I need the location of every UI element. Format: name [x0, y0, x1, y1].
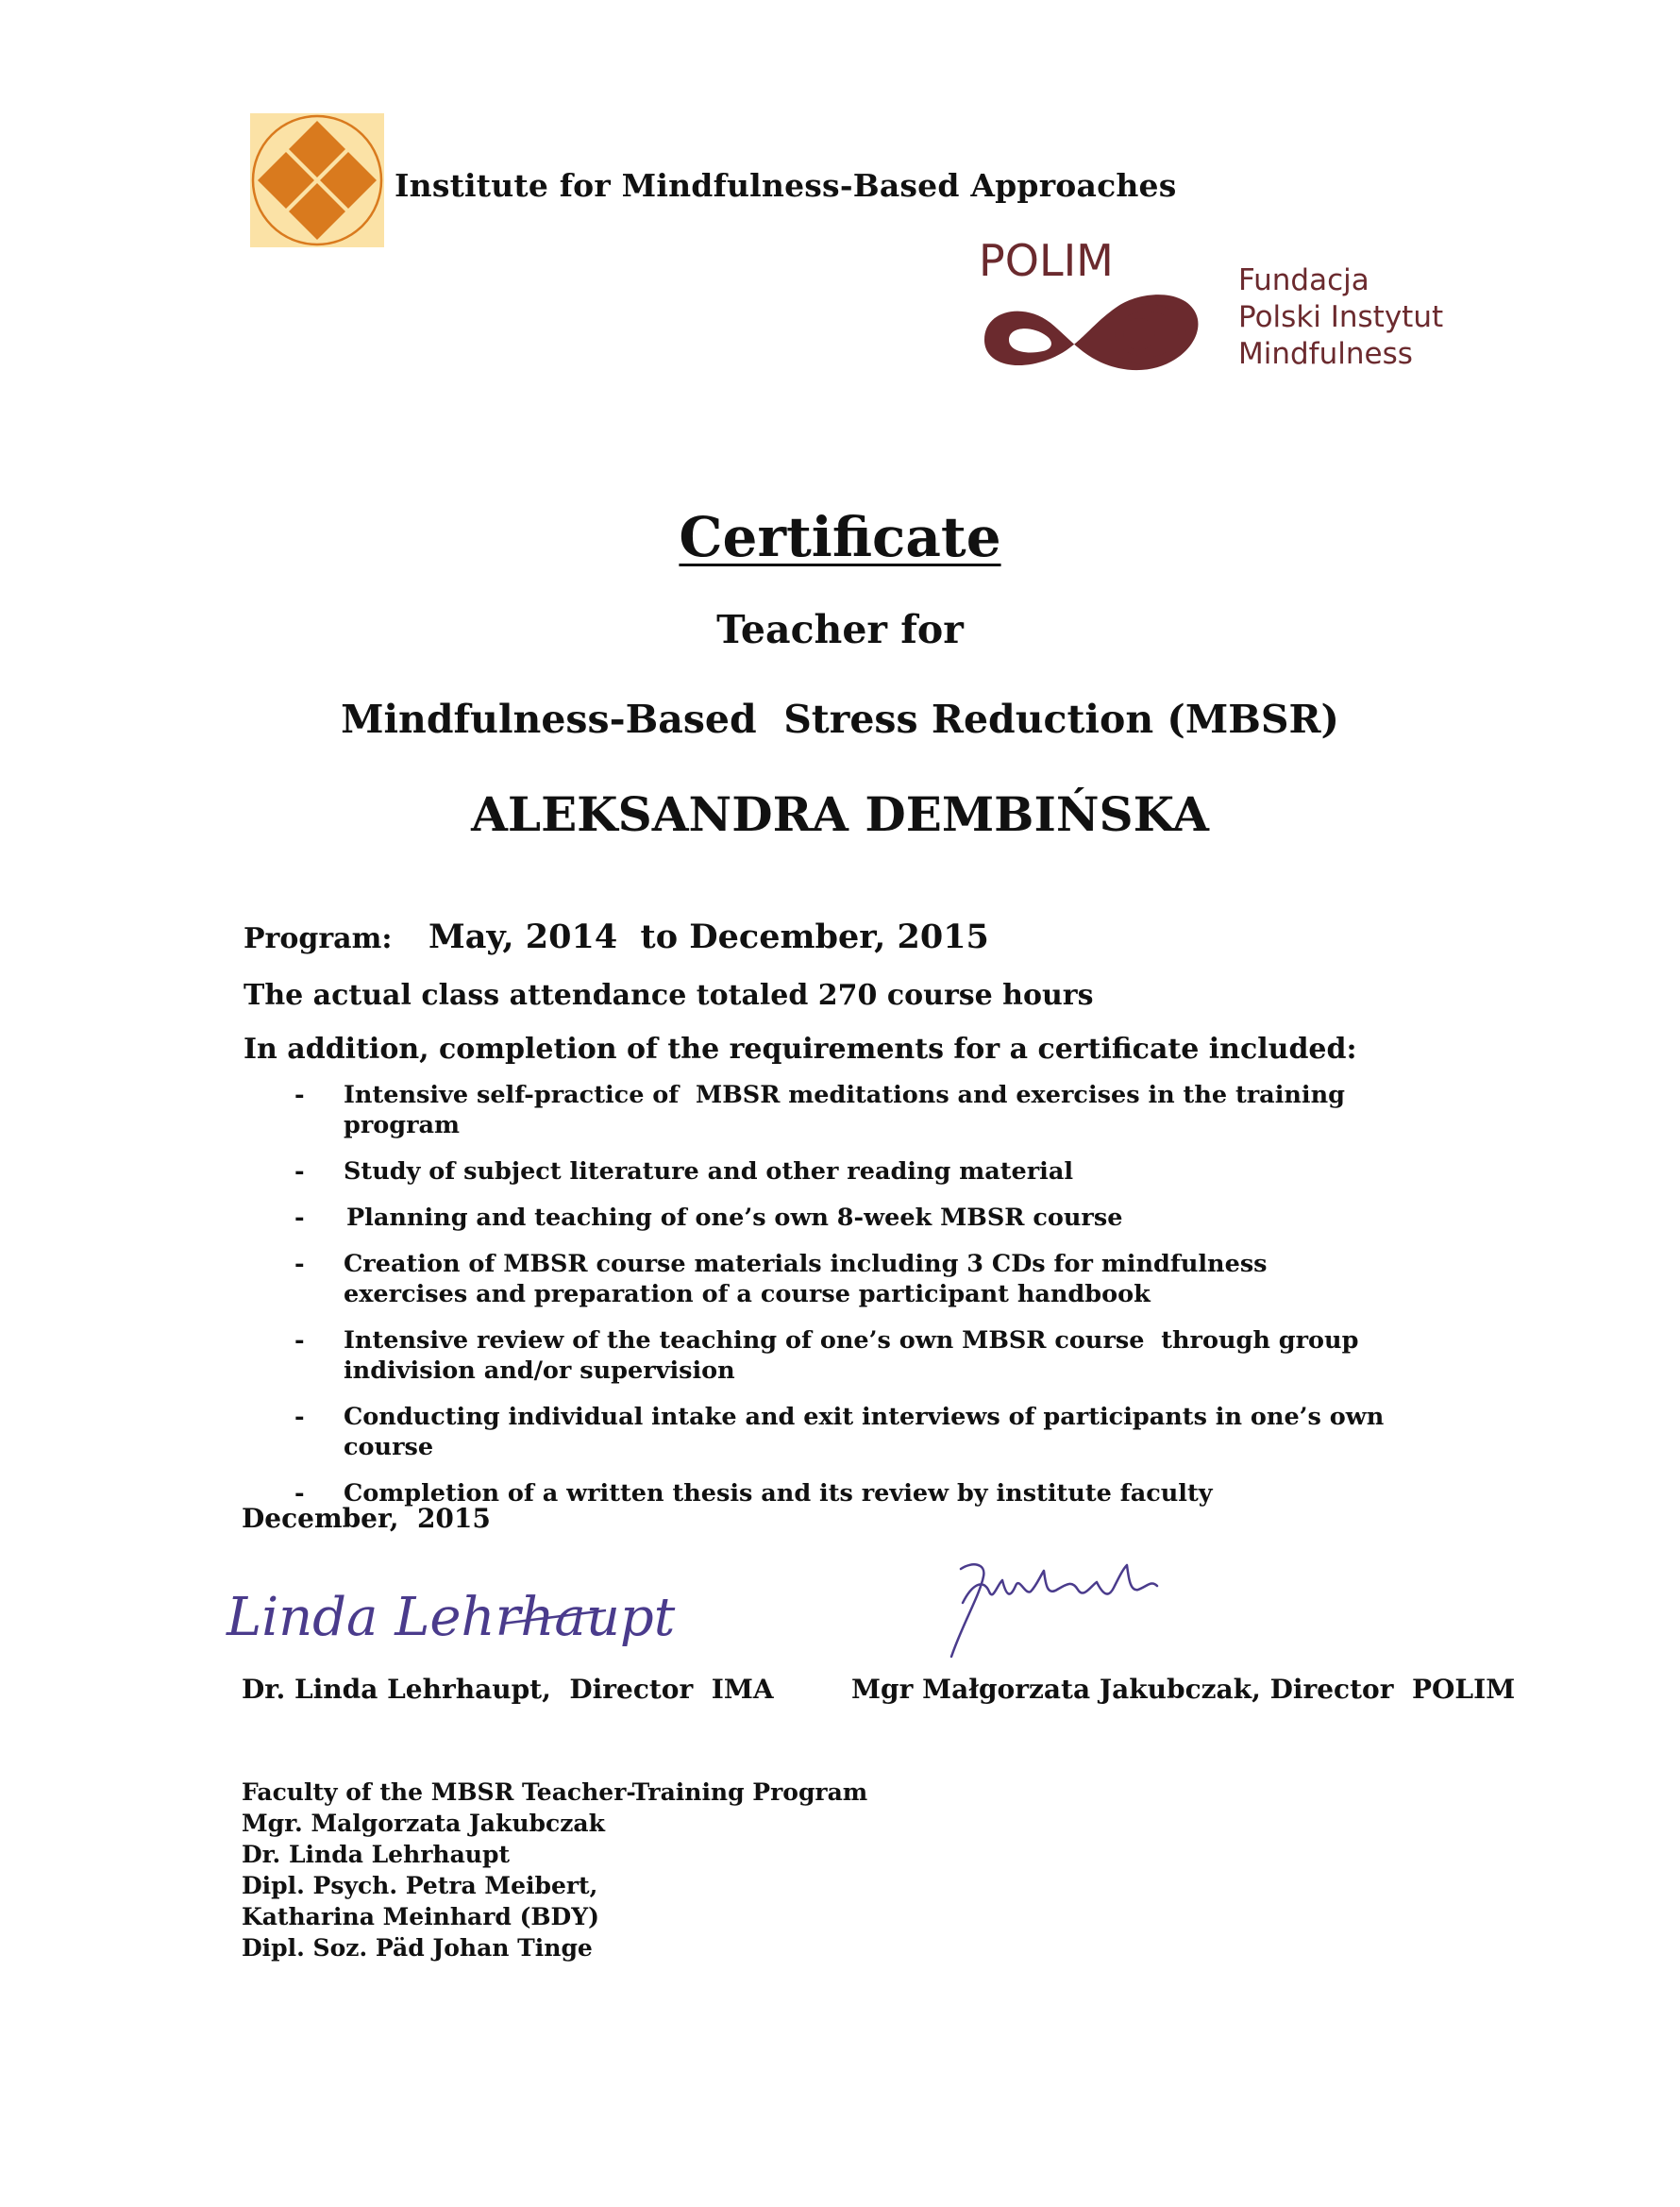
polim-name-line: Polski Instytut	[1238, 300, 1444, 334]
faculty-member: Dipl. Soz. Päd Johan Tinge	[242, 1934, 593, 1962]
faculty-member: Katharina Meinhard (BDY)	[242, 1903, 599, 1930]
signature-lehrhaupt	[219, 1567, 676, 1671]
list-item	[294, 1402, 1427, 1462]
list-item	[294, 1080, 1427, 1140]
ima-logo-icon	[250, 113, 384, 247]
list-item	[294, 1156, 1427, 1187]
faculty-member: Dipl. Psych. Petra Meibert,	[242, 1872, 598, 1899]
certificate-subtitle: Teacher for	[716, 607, 964, 652]
bullet-dash: -	[294, 1081, 305, 1109]
issue-date: December, 2015	[242, 1503, 491, 1534]
program-row	[244, 918, 989, 956]
requirement-text: Intensive self-practice of MBSR meditations and exercises in the training program	[344, 1081, 1353, 1139]
certificate-title: Certificate	[679, 505, 1001, 569]
faculty-list	[242, 1777, 867, 1963]
requirement-text: Study of subject literature and other reading material	[344, 1157, 1074, 1186]
requirements-intro: In addition, completion of the requirements for a certificate included:	[244, 1033, 1357, 1066]
list-item	[294, 1203, 1427, 1233]
bullet-dash: -	[294, 1204, 305, 1232]
bullet-dash: -	[294, 1250, 305, 1278]
faculty-member: Mgr. Malgorzata Jakubczak	[242, 1810, 605, 1837]
list-item	[294, 1249, 1335, 1309]
signature-jakubczak	[934, 1558, 1218, 1666]
requirements-list	[294, 1080, 1427, 1525]
attendance-statement: The actual class attendance totaled 270 course hours	[244, 979, 1094, 1012]
requirement-text: Creation of MBSR course materials including 3 CDs for mindfulness exercises and preparation of a course participant handbook	[344, 1250, 1268, 1308]
polim-name-line: Mindfulness	[1238, 337, 1413, 371]
bullet-dash: -	[294, 1403, 305, 1431]
faculty-heading: Faculty of the MBSR Teacher-Training Program	[242, 1778, 868, 1806]
list-item	[294, 1325, 1429, 1386]
bullet-dash: -	[294, 1479, 305, 1508]
polim-infinity-logo-icon	[977, 236, 1208, 382]
program-name: Mindfulness-Based Stress Reduction (MBSR)	[341, 697, 1339, 742]
requirement-text: Conducting individual intake and exit interviews of participants in one’s own course	[344, 1403, 1385, 1461]
signer-jakubczak: Mgr Małgorzata Jakubczak, Director POLIM	[851, 1674, 1516, 1705]
bullet-dash: -	[294, 1326, 305, 1355]
requirement-text: Intensive review of the teaching of one’s own MBSR course through group indivision and/or supervision	[344, 1326, 1368, 1385]
polim-foundation-name	[1238, 262, 1443, 373]
program-label: Program:	[244, 922, 393, 955]
program-dates: May, 2014 to December, 2015	[428, 918, 989, 956]
ima-institute-name: Institute for Mindfulness-Based Approaches	[395, 167, 1177, 204]
signer-lehrhaupt: Dr. Linda Lehrhaupt, Director IMA	[242, 1674, 774, 1705]
signature-text: Linda Lehrhaupt	[227, 1587, 676, 1648]
requirement-text: Completion of a written thesis and its review by institute faculty	[344, 1479, 1213, 1508]
polim-name-line: Fundacja	[1238, 263, 1369, 297]
recipient-name: ALEKSANDRA DEMBIŃSKA	[471, 786, 1209, 842]
requirement-text: Planning and teaching of one’s own 8-week MBSR course	[346, 1204, 1123, 1232]
faculty-member: Dr. Linda Lehrhaupt	[242, 1841, 511, 1868]
bullet-dash: -	[294, 1157, 305, 1186]
polim-logo-text: POLIM	[979, 235, 1114, 286]
